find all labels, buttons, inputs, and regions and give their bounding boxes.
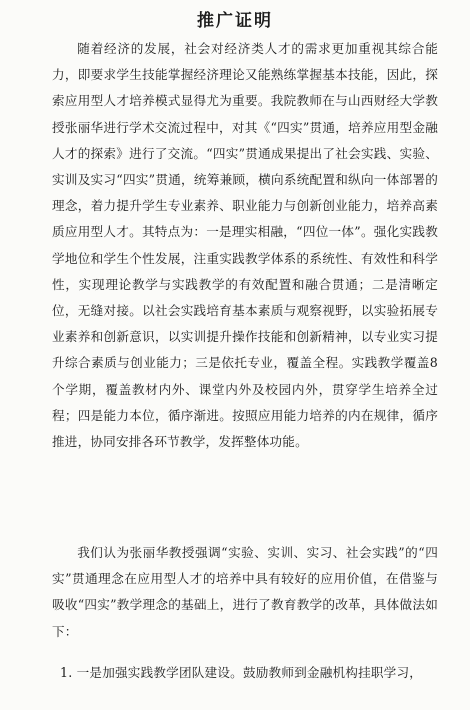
document-title: 推广证明: [197, 11, 273, 31]
list-item-practice-team: 1. 一是加强实践教学团队建设。鼓励教师到金融机构挂职学习，: [60, 665, 423, 680]
paragraph-application: 我们认为张丽华教授强调“实验、实训、实习、社会实践”的“四实”贯通理念在应用型人才的培养中具有较好的应用价值，在借鉴与吸收“四实”教学理念的基础上，进行了教育教学的改革，具体做法如下：: [52, 545, 438, 639]
paragraph-intro: 随着经济的发展，社会对经济类人才的需求更加重视其综合能力，即要求学生技能掌握经济理论又能熟练掌握基本技能，因此，探索应用型人才培养模式显得尤为重要。我院教师在与山西财经大学教授张丽华进行学术交流过程中，对其《“四实”贯通，培养应用型金融人才的探索》进行了交流。“四实”贯通成果提出了社会实践、实验、实训及实习“四实”贯通，统筹兼顾，横向系统配置和纵向一体部署的理念，着力提升学生专业素养、职业能力与创新创业能力，培养高素质应用型人才。其特点为：一是理实相融，“四位一体”。强化实践教学地位和学生个性发展，注重实践教学体系的系统性、有效性和科学性，实现理论教学与实践教学的有效配置和融合贯通；二是清晰定位，无缝对接。以社会实践培育基本素质与观察视野，以实验拓展专业素养和创新意识，以实训提升操作技能和创新精神，以专业实习提升综合素质与创业能力；三是依托专业，覆盖全程。实践教学覆盖8个学期，覆盖教材内外、课堂内外及校园内外，贯穿学生培养全过程；四是能力本位，循序渐进。按照应用能力培养的内在规律，循序推进，协同安排各环节教学，发挥整体功能。: [52, 41, 438, 450]
